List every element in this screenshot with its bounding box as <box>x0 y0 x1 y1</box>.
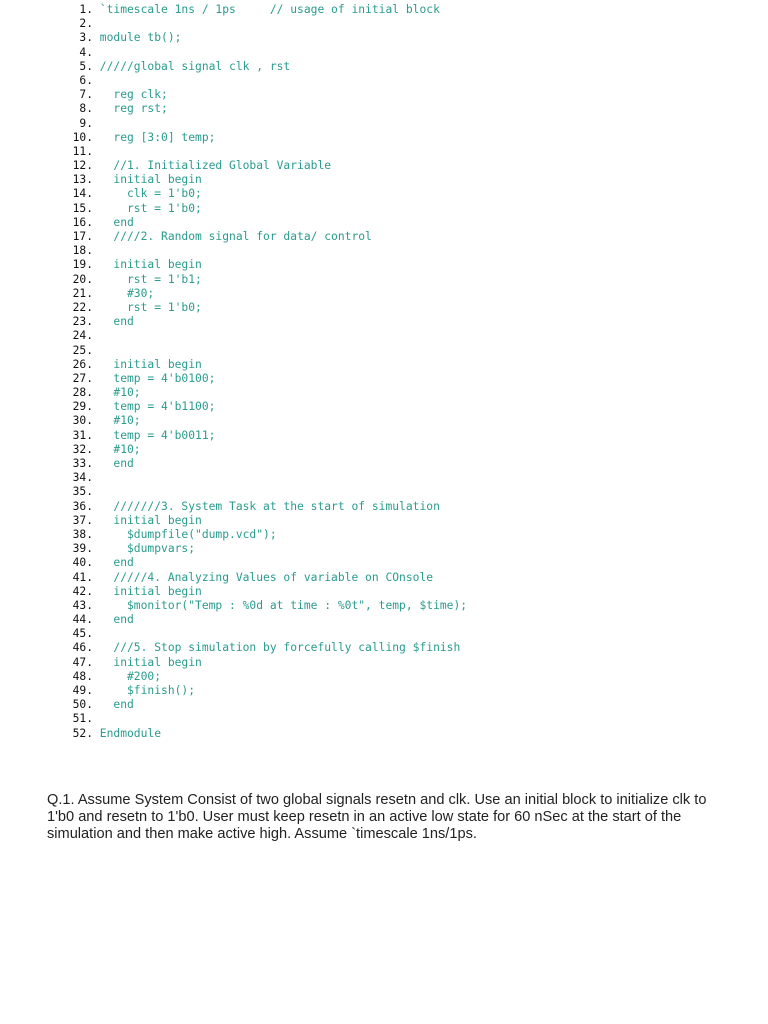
code-line <box>48 712 467 726</box>
line-code <box>93 145 100 159</box>
line-number: 12. <box>72 159 93 173</box>
code-line <box>48 31 467 45</box>
code-line <box>48 556 467 570</box>
code-line <box>48 173 467 187</box>
line-code <box>93 485 100 499</box>
line-code: rst = 1'b0; <box>93 300 202 314</box>
line-number: 1. <box>79 3 93 16</box>
line-code: rst = 1'b1; <box>93 272 202 286</box>
line-code <box>93 244 100 258</box>
code-line <box>48 301 467 315</box>
line-number: 26. <box>72 357 93 371</box>
line-code <box>93 627 100 641</box>
line-number: 9. <box>79 116 93 130</box>
line-number: 4. <box>79 45 93 59</box>
line-code: temp = 4'b1100; <box>93 400 216 414</box>
line-code: reg [3:0] temp; <box>93 130 216 144</box>
line-number: 44. <box>72 613 93 627</box>
line-code: //1. Initialized Global Variable <box>93 159 332 173</box>
line-code: $dumpvars; <box>93 542 196 556</box>
line-code: end <box>93 457 134 470</box>
code-line <box>48 202 467 216</box>
question-text: Q.1. Assume System Consist of two global signals resetn and clk. Use an initial block to initialize clk to 1'b0 and resetn to 1'b0. User must keep resetn in an active low state for 60 nSec at the start of the simulation and then make active high. Assume `timescale 1ns/1ps. <box>47 792 707 843</box>
line-number: 3. <box>79 31 93 45</box>
line-number: 14. <box>72 187 93 201</box>
code-line <box>48 599 467 613</box>
code-line <box>48 698 467 712</box>
line-code: initial begin <box>93 655 202 669</box>
line-number: 7. <box>79 88 93 102</box>
line-number: 19. <box>72 258 93 272</box>
line-number: 49. <box>72 684 93 697</box>
code-line <box>48 613 467 627</box>
line-code: initial begin <box>93 584 202 598</box>
code-line <box>48 485 467 499</box>
line-code <box>93 712 100 726</box>
line-code: $finish(); <box>93 684 196 697</box>
line-number: 43. <box>72 598 93 612</box>
line-number: 11. <box>72 144 93 158</box>
line-code: end <box>93 315 134 329</box>
line-code <box>93 344 100 358</box>
line-code: #200; <box>93 669 162 683</box>
code-line <box>48 131 467 145</box>
line-number: 16. <box>72 215 93 229</box>
line-code: `timescale 1ns / 1ps // usage of initial block <box>93 3 440 16</box>
line-code: ////2. Random signal for data/ control <box>93 230 372 243</box>
line-code: #10; <box>93 386 141 400</box>
line-code: clk = 1'b0; <box>93 187 202 201</box>
code-line <box>48 585 467 599</box>
line-number: 18. <box>72 244 93 258</box>
line-code: temp = 4'b0011; <box>93 428 216 442</box>
line-code: $monitor("Temp : %0d at time : %0t", temp, $time); <box>93 598 468 612</box>
line-code: Endmodule <box>93 726 162 740</box>
code-line <box>48 358 467 372</box>
line-number: 23. <box>72 315 93 329</box>
line-code: reg rst; <box>93 102 168 116</box>
code-line <box>48 514 467 528</box>
line-number: 41. <box>72 570 93 584</box>
code-line <box>48 386 467 400</box>
line-number: 30. <box>72 414 93 428</box>
code-line <box>48 457 467 471</box>
code-line <box>48 656 467 670</box>
line-number: 35. <box>72 485 93 499</box>
line-code: #10; <box>93 414 141 428</box>
line-number: 50. <box>72 698 93 712</box>
line-code <box>93 117 100 131</box>
code-line <box>48 500 467 514</box>
line-number: 48. <box>72 669 93 683</box>
line-code: initial begin <box>93 258 202 272</box>
line-code: end <box>93 698 134 712</box>
line-code: rst = 1'b0; <box>93 201 202 215</box>
line-code: ///////3. System Task at the start of simulation <box>93 499 440 513</box>
code-line <box>48 400 467 414</box>
line-number: 27. <box>72 371 93 385</box>
line-number: 24. <box>72 329 93 343</box>
code-line <box>48 159 467 173</box>
line-number: 47. <box>72 655 93 669</box>
code-line <box>48 88 467 102</box>
code-line <box>48 443 467 457</box>
line-number: 6. <box>79 73 93 87</box>
line-code: end <box>93 215 134 229</box>
code-line <box>48 315 467 329</box>
line-number: 15. <box>72 201 93 215</box>
line-number: 45. <box>72 627 93 641</box>
line-number: 21. <box>72 286 93 300</box>
line-code: end <box>93 556 134 570</box>
code-line <box>48 46 467 60</box>
line-number: 39. <box>72 542 93 556</box>
line-code: temp = 4'b0100; <box>93 371 216 385</box>
line-code: #30; <box>93 286 155 300</box>
line-number: 40. <box>72 556 93 570</box>
code-line <box>48 117 467 131</box>
line-number: 42. <box>72 584 93 598</box>
line-number: 29. <box>72 400 93 414</box>
line-number: 20. <box>72 272 93 286</box>
code-line <box>48 187 467 201</box>
code-line <box>48 329 467 343</box>
code-line <box>48 542 467 556</box>
code-line <box>48 273 467 287</box>
line-number: 22. <box>72 300 93 314</box>
code-line <box>48 627 467 641</box>
line-code: /////4. Analyzing Values of variable on COnsole <box>93 570 434 584</box>
line-code <box>93 46 100 60</box>
line-code: end <box>93 613 134 627</box>
line-number: 17. <box>72 230 93 243</box>
code-line <box>48 571 467 585</box>
code-line <box>48 60 467 74</box>
code-line <box>48 230 467 244</box>
line-number: 25. <box>72 343 93 357</box>
code-line <box>48 429 467 443</box>
line-number: 32. <box>72 442 93 456</box>
line-code: initial begin <box>93 357 202 371</box>
line-number: 46. <box>72 641 93 655</box>
code-line <box>48 102 467 116</box>
code-line <box>48 17 467 31</box>
line-code <box>93 329 100 343</box>
line-code: reg clk; <box>93 88 168 102</box>
code-line <box>48 258 467 272</box>
code-line <box>48 287 467 301</box>
line-code <box>93 74 100 88</box>
line-code: ///5. Stop simulation by forcefully calling $finish <box>93 641 461 655</box>
line-number: 28. <box>72 386 93 400</box>
code-line <box>48 528 467 542</box>
line-number: 33. <box>72 457 93 470</box>
line-number: 10. <box>72 130 93 144</box>
code-line <box>48 641 467 655</box>
code-line <box>48 244 467 258</box>
line-code <box>93 17 100 31</box>
code-line <box>48 145 467 159</box>
code-line <box>48 684 467 698</box>
code-line <box>48 344 467 358</box>
line-code: initial begin <box>93 513 202 527</box>
line-code <box>93 471 100 485</box>
code-line <box>48 471 467 485</box>
line-number: 13. <box>72 173 93 187</box>
line-number: 2. <box>79 17 93 31</box>
code-line <box>48 3 467 17</box>
code-line <box>48 670 467 684</box>
code-listing <box>48 3 467 741</box>
line-code: $dumpfile("dump.vcd"); <box>93 527 277 541</box>
line-number: 37. <box>72 513 93 527</box>
line-code: initial begin <box>93 173 202 187</box>
line-number: 38. <box>72 527 93 541</box>
line-number: 34. <box>72 471 93 485</box>
code-line <box>48 414 467 428</box>
code-line <box>48 727 467 741</box>
line-code: /////global signal clk , rst <box>93 59 291 73</box>
code-line <box>48 74 467 88</box>
line-number: 8. <box>79 102 93 116</box>
line-number: 51. <box>72 712 93 726</box>
line-code: module tb(); <box>93 31 182 45</box>
line-number: 36. <box>72 499 93 513</box>
code-line <box>48 372 467 386</box>
line-number: 52. <box>72 726 93 740</box>
code-line <box>48 216 467 230</box>
line-number: 5. <box>79 59 93 73</box>
line-code: #10; <box>93 442 141 456</box>
line-number: 31. <box>72 428 93 442</box>
